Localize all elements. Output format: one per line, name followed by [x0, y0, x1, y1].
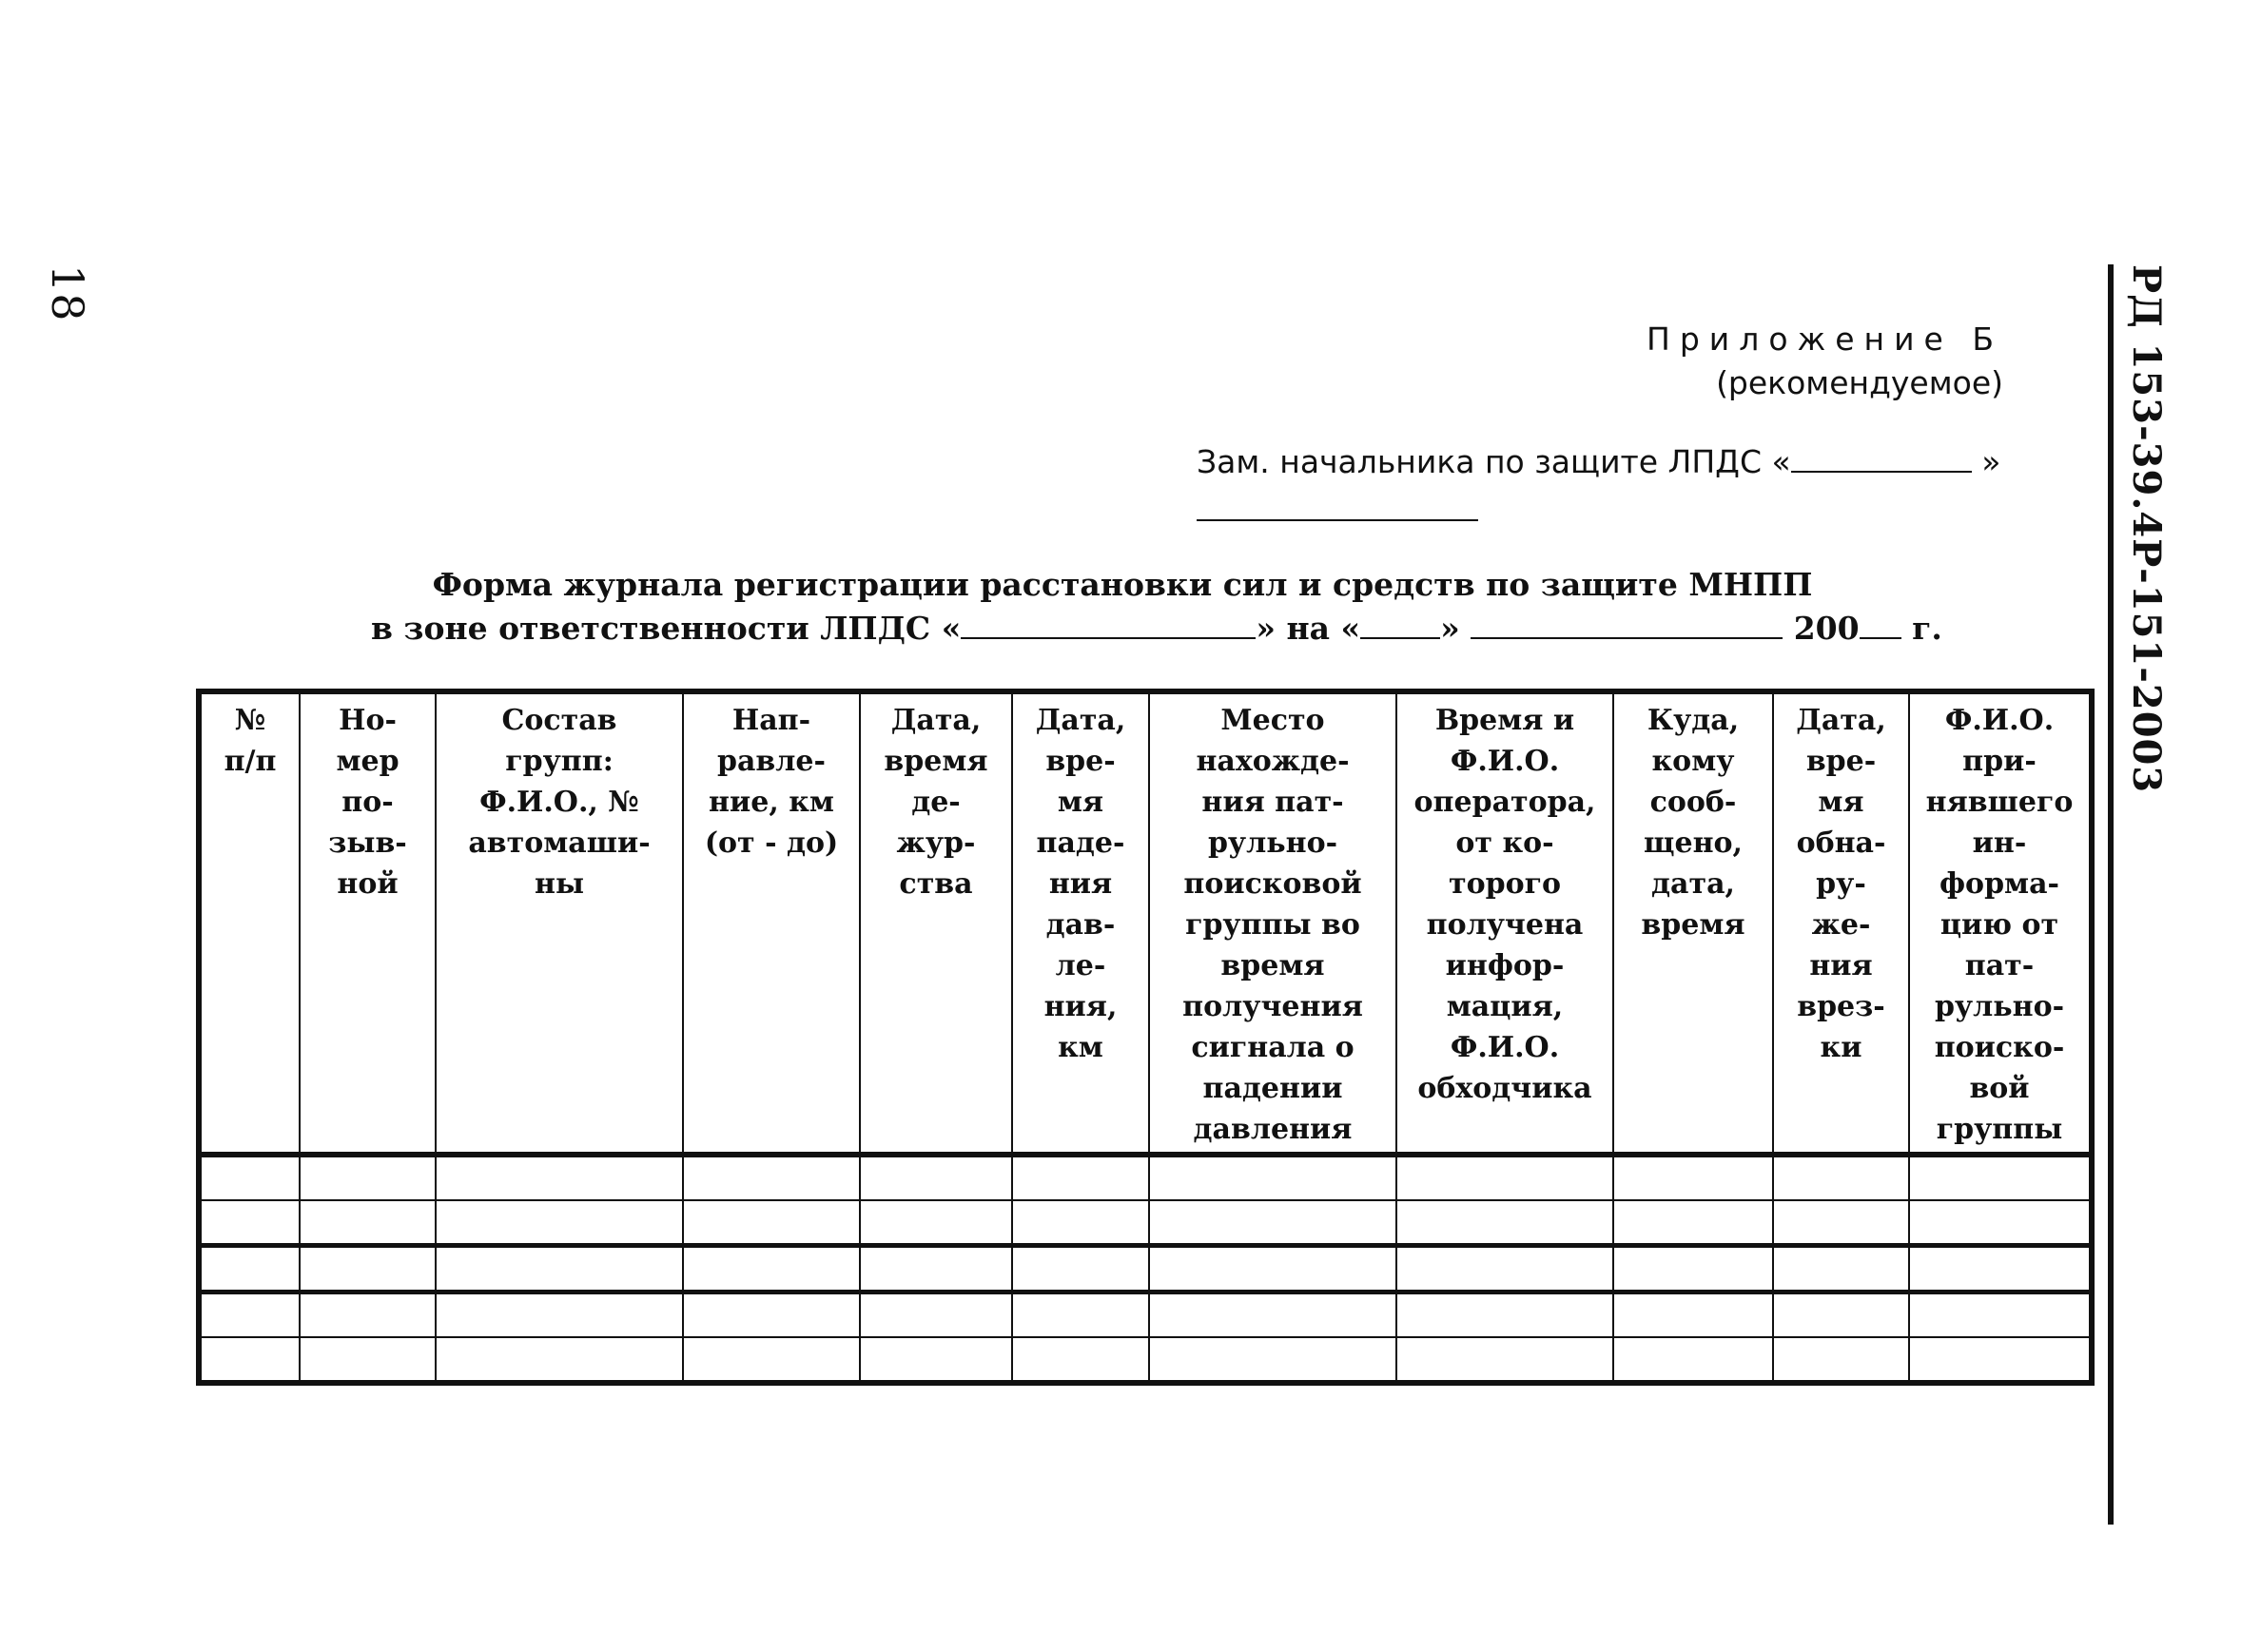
- table-cell: [1909, 1155, 2092, 1200]
- table-cell: [1012, 1292, 1149, 1338]
- table-cell: [1396, 1200, 1613, 1246]
- subtitle-part-2: » на «: [1256, 610, 1361, 647]
- table-cell: [1149, 1155, 1396, 1200]
- table-cell: [683, 1337, 860, 1383]
- table-cell: [1613, 1246, 1773, 1292]
- subtitle-year: 200: [1793, 610, 1860, 647]
- table-cell: [1613, 1200, 1773, 1246]
- table-cell: [1773, 1337, 1909, 1383]
- table-cell: [1012, 1337, 1149, 1383]
- table-cell: [1149, 1246, 1396, 1292]
- table-cell: [436, 1337, 683, 1383]
- table-cell: [1012, 1246, 1149, 1292]
- appendix-title: Приложение Б: [1647, 321, 2003, 358]
- table-cell: [1149, 1200, 1396, 1246]
- table-row: [199, 1337, 2092, 1383]
- deputy-signature-line: [1197, 442, 2000, 480]
- column-header: Куда, кому сооб- щено, дата, время: [1613, 691, 1773, 1155]
- column-header: Дата, вре- мя обна- ру- же- ния врез- ки: [1773, 691, 1909, 1155]
- table-cell: [1149, 1337, 1396, 1383]
- column-header: Ф.И.О. при- нявшего ин- форма- цию от пат- рульно- поиско- вой группы: [1909, 691, 2092, 1155]
- table-cell: [1909, 1292, 2092, 1338]
- table-cell: [860, 1292, 1012, 1338]
- table-cell: [1396, 1337, 1613, 1383]
- column-header: Но- мер по- зыв- ной: [300, 691, 436, 1155]
- table-cell: [1396, 1292, 1613, 1338]
- column-header: Место нахожде- ния пат- рульно- поисковой группы во время получения сигнала о падении давления: [1149, 691, 1396, 1155]
- page-number: 18: [42, 264, 93, 322]
- table-cell: [1149, 1292, 1396, 1338]
- table-cell: [1613, 1337, 1773, 1383]
- column-header: Дата, вре- мя паде- ния дав- ле- ния, км: [1012, 691, 1149, 1155]
- appendix-block: [1647, 318, 2003, 405]
- table-cell: [1613, 1155, 1773, 1200]
- table-cell: [436, 1200, 683, 1246]
- table-cell: [860, 1246, 1012, 1292]
- appendix-note: (рекомендуемое): [1716, 364, 2003, 401]
- table-cell: [683, 1292, 860, 1338]
- table-cell: [199, 1246, 300, 1292]
- month-blank: [1471, 609, 1783, 639]
- subtitle-part-3: »: [1440, 610, 1460, 647]
- column-header: Состав групп: Ф.И.О., № автомаши- ны: [436, 691, 683, 1155]
- table-cell: [683, 1246, 860, 1292]
- table-cell: [300, 1292, 436, 1338]
- table-row: [199, 1200, 2092, 1246]
- margin-rule: [2108, 264, 2114, 1525]
- table-row: [199, 1155, 2092, 1200]
- table-cell: [1396, 1246, 1613, 1292]
- table-cell: [860, 1200, 1012, 1246]
- table-cell: [436, 1292, 683, 1338]
- table-cell: [300, 1337, 436, 1383]
- table-cell: [199, 1337, 300, 1383]
- table-cell: [683, 1155, 860, 1200]
- table-body: [199, 1155, 2092, 1383]
- subtitle-year-suffix: г.: [1912, 610, 1942, 647]
- table-header-row: [199, 691, 2092, 1155]
- table-cell: [1773, 1246, 1909, 1292]
- table-cell: [1773, 1292, 1909, 1338]
- table-cell: [860, 1155, 1012, 1200]
- form-subtitle: [371, 609, 1942, 647]
- column-header: Нап- равле- ние, км (от - до): [683, 691, 860, 1155]
- table-cell: [1909, 1200, 2092, 1246]
- subtitle-part-1: в зоне ответственности ЛПДС «: [371, 610, 962, 647]
- table-cell: [300, 1246, 436, 1292]
- table-cell: [199, 1292, 300, 1338]
- table-cell: [1909, 1246, 2092, 1292]
- column-header: Дата, время де- жур- ства: [860, 691, 1012, 1155]
- table-cell: [300, 1155, 436, 1200]
- deputy-name-blank: [1197, 519, 1478, 521]
- year-blank: [1860, 609, 1901, 639]
- table-cell: [1909, 1337, 2092, 1383]
- table-cell: [1773, 1155, 1909, 1200]
- table-row: [199, 1246, 2092, 1292]
- journal-table: [196, 689, 2095, 1386]
- table-cell: [1012, 1200, 1149, 1246]
- day-blank: [1360, 609, 1440, 639]
- deputy-station-blank: [1791, 442, 1972, 473]
- table-cell: [436, 1246, 683, 1292]
- table-cell: [436, 1155, 683, 1200]
- table-cell: [683, 1200, 860, 1246]
- table-cell: [1396, 1155, 1613, 1200]
- table-cell: [1012, 1155, 1149, 1200]
- column-header: № п/п: [199, 691, 300, 1155]
- deputy-label: Зам. начальника по защите ЛПДС «: [1197, 443, 1791, 480]
- column-header: Время и Ф.И.О. оператора, от ко- торого получена инфор- мация, Ф.И.О. обходчика: [1396, 691, 1613, 1155]
- form-title: Форма журнала регистрации расстановки сил и средств по защите МНПП: [432, 566, 1813, 603]
- table-cell: [1773, 1200, 1909, 1246]
- table-cell: [300, 1200, 436, 1246]
- document-code: РД 153-39.4Р-151-2003: [2124, 264, 2169, 794]
- table-cell: [860, 1337, 1012, 1383]
- table-cell: [1613, 1292, 1773, 1338]
- table-cell: [199, 1200, 300, 1246]
- station-blank: [961, 609, 1256, 639]
- table-row: [199, 1292, 2092, 1338]
- deputy-label-close: »: [1981, 443, 2001, 480]
- table-cell: [199, 1155, 300, 1200]
